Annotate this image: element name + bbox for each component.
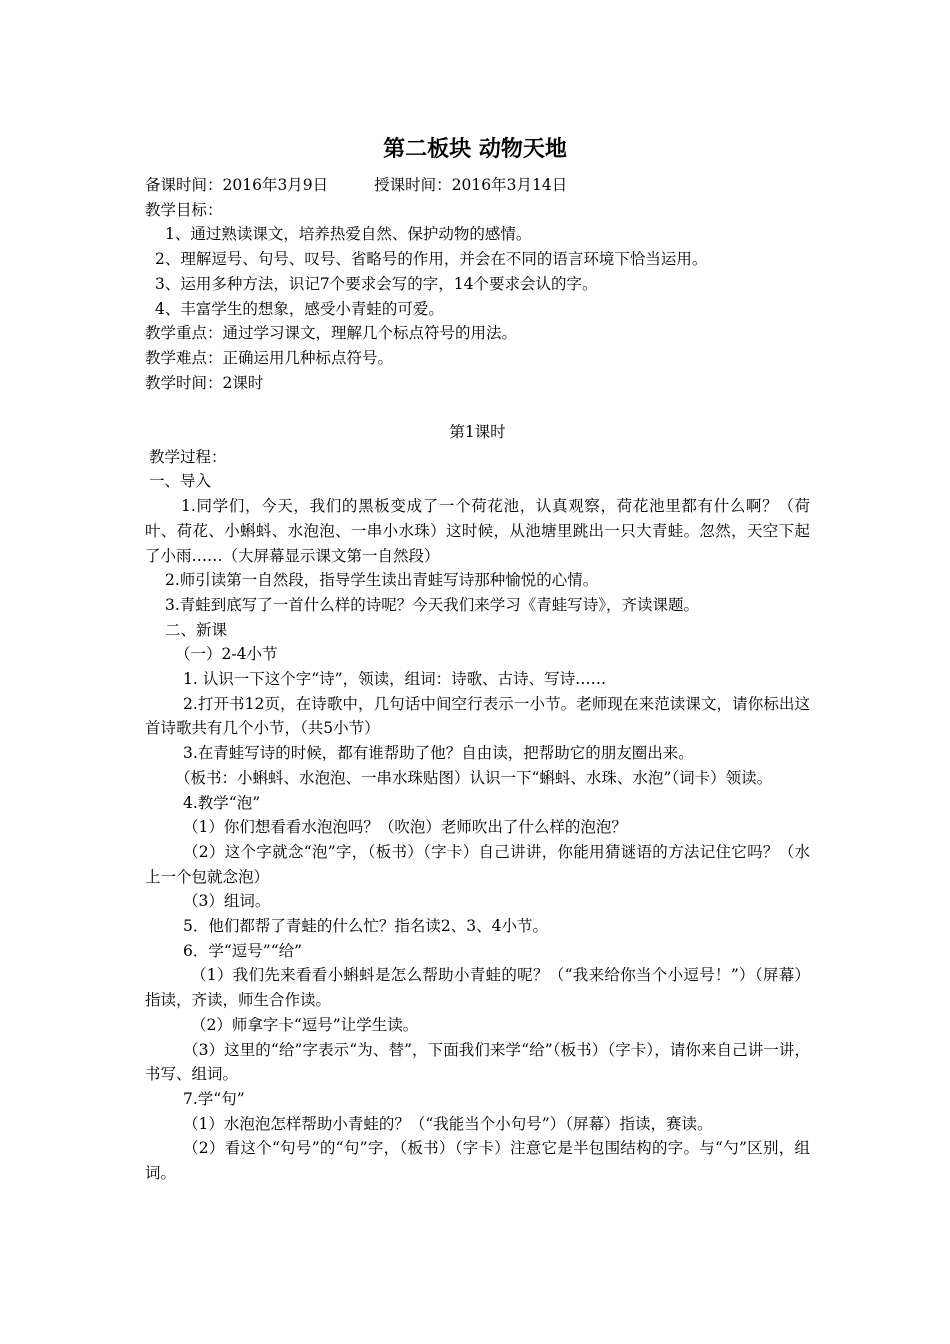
paragraph: 7.学“句” bbox=[183, 1090, 245, 1108]
paragraph: 1. 认识一下这个字“诗”，领读，组词：诗歌、古诗、写诗…… bbox=[183, 670, 607, 689]
paragraph: 2.师引读第一自然段，指导学生读出青蛙写诗那种愉悦的心情。 bbox=[165, 571, 599, 590]
paragraph: （2）看这个“句号”的“句”字，（板书）（字卡）注意它是半包围结构的字。与“勺”区别，组词。 bbox=[145, 1139, 810, 1183]
paragraph: 3.青蛙到底写了一首什么样的诗呢？今天我们来学习《青蛙写诗》，齐读课题。 bbox=[165, 595, 700, 614]
section-heading: 一、导入 bbox=[149, 472, 212, 491]
paragraph: 6．学“逗号”“给” bbox=[183, 941, 303, 960]
paragraph: （1）你们想看看水泡泡吗？（吹泡）老师吹出了什么样的泡泡？ bbox=[183, 818, 627, 837]
goals-heading: 教学目标： bbox=[145, 200, 223, 219]
difficulty: 教学难点：正确运用几种标点符号。 bbox=[145, 348, 394, 367]
paragraph: 1.同学们，今天，我们的黑板变成了一个荷花池，认真观察，荷花池里都有什么啊？（荷叶、荷花、小蝌蚪、水泡泡、一串小水珠）这时候，从池塘里跳出一只大青蛙。忽然，天空下起了小雨……（大屏幕显示课文第一自然段） bbox=[145, 497, 810, 565]
meta-line bbox=[145, 173, 810, 198]
lesson-heading: 第1课时 bbox=[449, 423, 506, 442]
paragraph: （1）我们先来看看小蝌蚪是怎么帮助小青蛙的呢？（“我来给你当个小逗号！”）（屏幕）指读，齐读，师生合作读。 bbox=[145, 966, 810, 1010]
sub-heading: （一）2-4小节 bbox=[175, 645, 278, 664]
paragraph: （3）组词。 bbox=[183, 892, 271, 911]
process-heading: 教学过程： bbox=[149, 447, 227, 466]
paragraph: （板书：小蝌蚪、水泡泡、一串水珠贴图）认识一下“蝌蚪、水珠、水泡”（词卡）领读。 bbox=[175, 768, 773, 787]
paragraph: （2）师拿字卡“逗号”让学生读。 bbox=[191, 1015, 419, 1034]
goal-item: 1、通过熟读课文，培养热爱自然、保护动物的感情。 bbox=[165, 225, 532, 244]
duration: 教学时间：2课时 bbox=[145, 373, 264, 392]
document-body bbox=[145, 173, 810, 1186]
paragraph: （1）水泡泡怎样帮助小青蛙的？（“我能当个小句号”）（屏幕）指读，赛读。 bbox=[183, 1114, 713, 1133]
paragraph: 4.教学“泡” bbox=[183, 793, 261, 812]
paragraph: （2）这个字就念“泡”字，（板书）（字卡）自己讲讲，你能用猜谜语的方法记住它吗？（水上一个包就念泡） bbox=[145, 842, 810, 886]
section-heading: 二、新课 bbox=[165, 620, 228, 639]
key-point: 教学重点：通过学习课文，理解几个标点符号的用法。 bbox=[145, 324, 518, 343]
prep-time: 备课时间：2016年3月9日 bbox=[145, 176, 329, 194]
goal-item: 4、丰富学生的想象，感受小青蛙的可爱。 bbox=[155, 299, 444, 318]
paragraph: 5．他们都帮了青蛙的什么忙？指名读2、3、4小节。 bbox=[183, 917, 548, 936]
paragraph: 2.打开书12页，在诗歌中，几句话中间空行表示一小节。老师现在来范读课文，请你标出这首诗歌共有几个小节，（共5小节） bbox=[145, 694, 810, 738]
teach-time: 授课时间：2016年3月14日 bbox=[374, 176, 568, 194]
goal-item: 2、理解逗号、句号、叹号、省略号的作用，并会在不同的语言环境下恰当运用。 bbox=[155, 250, 708, 269]
document-title: 第二板块 动物天地 bbox=[383, 137, 567, 162]
goal-item: 3、运用多种方法，识记7个要求会写的字，14个要求会认的字。 bbox=[155, 274, 598, 293]
spacer bbox=[145, 395, 810, 420]
paragraph: 3.在青蛙写诗的时候，都有谁帮助了他？自由读，把帮助它的朋友圈出来。 bbox=[183, 744, 694, 763]
paragraph: （3）这里的“给”字表示“为、替”，下面我们来学“给”（板书）（字卡），请你来自己讲一讲，书写、组词。 bbox=[145, 1040, 810, 1084]
